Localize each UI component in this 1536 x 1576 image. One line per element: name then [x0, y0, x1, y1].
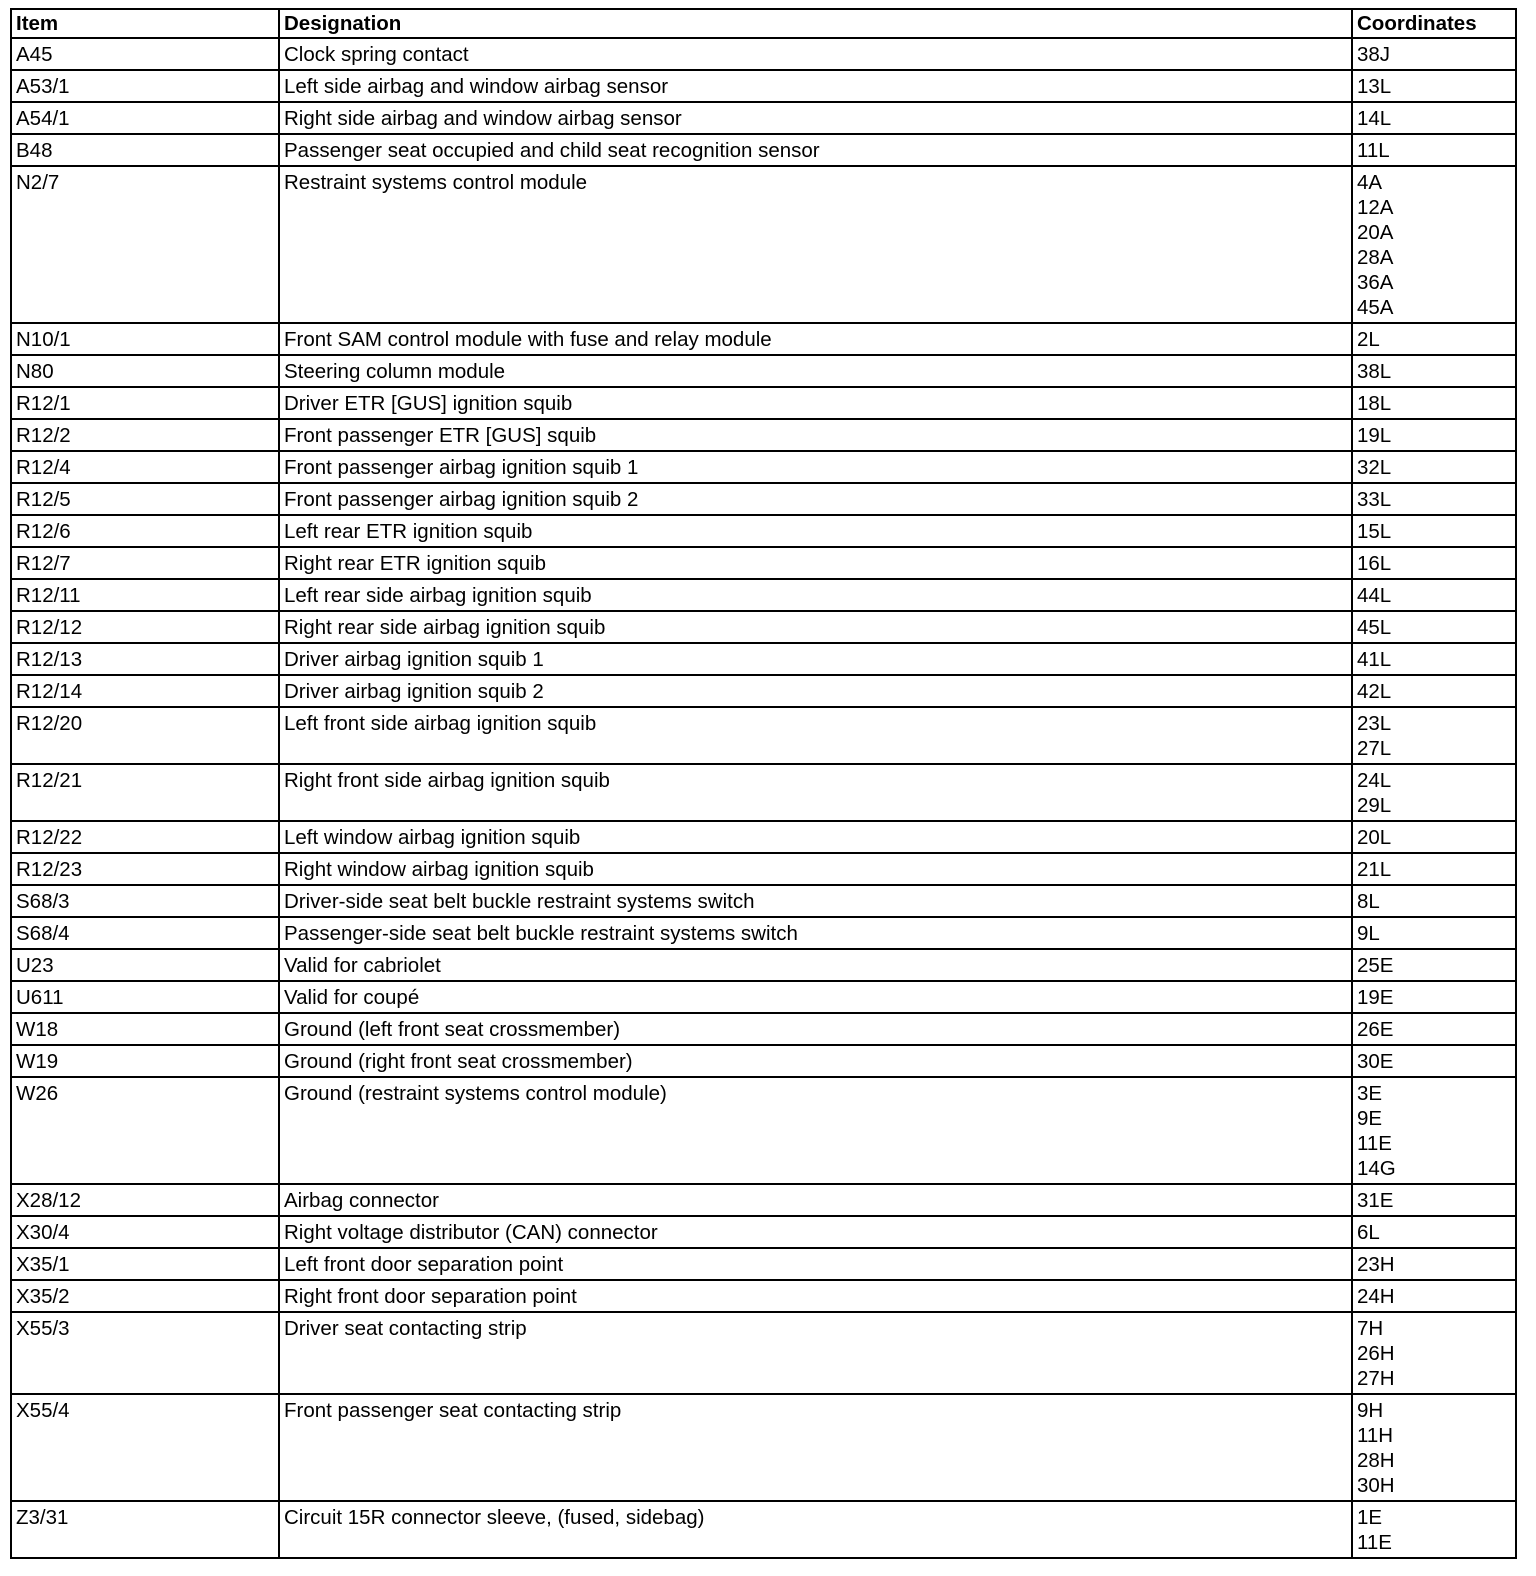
- coordinate-value: 20A: [1357, 221, 1394, 244]
- item-cell: R12/2: [11, 419, 279, 451]
- coordinates-cell: [1352, 1280, 1516, 1312]
- table-row: [11, 355, 1516, 387]
- coordinates-cell: [1352, 1184, 1516, 1216]
- coordinate-value: 27H: [1357, 1367, 1395, 1390]
- table-row: [11, 38, 1516, 70]
- table-row: [11, 515, 1516, 547]
- coordinate-value: 13L: [1357, 75, 1392, 98]
- designation-cell: Right side airbag and window airbag sensor: [279, 102, 1352, 134]
- table-row: [11, 821, 1516, 853]
- designation-cell: Clock spring contact: [279, 38, 1352, 70]
- item-cell: R12/23: [11, 853, 279, 885]
- coordinates-cell: [1352, 1501, 1516, 1558]
- coordinates-cell: [1352, 70, 1516, 102]
- coordinate-value: 45A: [1357, 296, 1394, 319]
- designation-cell: Front passenger ETR [GUS] squib: [279, 419, 1352, 451]
- coordinate-value: 36A: [1357, 271, 1394, 294]
- item-cell: X55/3: [11, 1312, 279, 1394]
- coordinates-cell: [1352, 1013, 1516, 1045]
- table-row: [11, 1216, 1516, 1248]
- table-row: [11, 483, 1516, 515]
- item-cell: A54/1: [11, 102, 279, 134]
- coordinate-value: 32L: [1357, 456, 1392, 479]
- coordinate-value: 44L: [1357, 584, 1392, 607]
- coordinate-value: 11E: [1357, 1531, 1392, 1554]
- designation-cell: Right front side airbag ignition squib: [279, 764, 1352, 821]
- coordinate-value: 28A: [1357, 246, 1394, 269]
- table-row: [11, 675, 1516, 707]
- item-cell: X55/4: [11, 1394, 279, 1501]
- item-cell: W19: [11, 1045, 279, 1077]
- coordinate-value: 14L: [1357, 107, 1392, 130]
- designation-cell: Ground (right front seat crossmember): [279, 1045, 1352, 1077]
- table-row: [11, 1077, 1516, 1184]
- table-row: [11, 885, 1516, 917]
- coordinate-value: 24L: [1357, 769, 1392, 792]
- table-row: [11, 323, 1516, 355]
- coordinate-value: 1E: [1357, 1506, 1383, 1529]
- coordinates-cell: [1352, 483, 1516, 515]
- coordinate-value: 23H: [1357, 1253, 1395, 1276]
- item-cell: X35/2: [11, 1280, 279, 1312]
- coordinates-cell: [1352, 675, 1516, 707]
- item-cell: S68/4: [11, 917, 279, 949]
- item-cell: N2/7: [11, 166, 279, 323]
- coordinate-value: 38J: [1357, 43, 1391, 66]
- legend-body: [11, 38, 1516, 1558]
- item-cell: R12/1: [11, 387, 279, 419]
- coordinate-value: 21L: [1357, 858, 1392, 881]
- item-cell: R12/6: [11, 515, 279, 547]
- coordinate-value: 14G: [1357, 1157, 1396, 1180]
- table-row: [11, 1184, 1516, 1216]
- item-cell: A53/1: [11, 70, 279, 102]
- coordinate-value: 19L: [1357, 424, 1392, 447]
- table-row: [11, 1312, 1516, 1394]
- table-row: [11, 981, 1516, 1013]
- coordinate-value: 31E: [1357, 1189, 1394, 1212]
- coordinates-cell: [1352, 821, 1516, 853]
- coordinates-cell: [1352, 917, 1516, 949]
- designation-cell: Restraint systems control module: [279, 166, 1352, 323]
- item-cell: R12/12: [11, 611, 279, 643]
- item-cell: W18: [11, 1013, 279, 1045]
- table-row: [11, 579, 1516, 611]
- coordinate-value: 38L: [1357, 360, 1392, 383]
- coordinates-cell: [1352, 579, 1516, 611]
- designation-cell: Left rear side airbag ignition squib: [279, 579, 1352, 611]
- coordinates-cell: [1352, 38, 1516, 70]
- coordinate-value: 7H: [1357, 1317, 1384, 1340]
- designation-cell: Ground (restraint systems control module): [279, 1077, 1352, 1184]
- coordinates-cell: [1352, 1248, 1516, 1280]
- coordinates-cell: [1352, 355, 1516, 387]
- designation-cell: Right window airbag ignition squib: [279, 853, 1352, 885]
- coordinate-value: 45L: [1357, 616, 1392, 639]
- table-row: [11, 1045, 1516, 1077]
- designation-cell: Left front door separation point: [279, 1248, 1352, 1280]
- coordinates-cell: [1352, 102, 1516, 134]
- item-cell: U611: [11, 981, 279, 1013]
- coordinate-value: 15L: [1357, 520, 1392, 543]
- designation-cell: Driver airbag ignition squib 1: [279, 643, 1352, 675]
- coordinate-value: 9E: [1357, 1107, 1383, 1130]
- table-row: [11, 917, 1516, 949]
- coordinates-cell: [1352, 1216, 1516, 1248]
- coordinate-value: 27L: [1357, 737, 1392, 760]
- designation-cell: Driver seat contacting strip: [279, 1312, 1352, 1394]
- coordinates-cell: [1352, 1312, 1516, 1394]
- table-row: [11, 949, 1516, 981]
- item-cell: R12/13: [11, 643, 279, 675]
- designation-cell: Right voltage distributor (CAN) connector: [279, 1216, 1352, 1248]
- coordinate-value: 29L: [1357, 794, 1392, 817]
- coordinate-value: 4A: [1357, 171, 1383, 194]
- coordinates-cell: [1352, 419, 1516, 451]
- table-row: [11, 387, 1516, 419]
- table-row: [11, 643, 1516, 675]
- coordinates-cell: [1352, 547, 1516, 579]
- header-designation: Designation: [279, 9, 1352, 38]
- coordinate-value: 23L: [1357, 712, 1392, 735]
- coordinate-value: 25E: [1357, 954, 1394, 977]
- coordinate-value: 18L: [1357, 392, 1392, 415]
- designation-cell: Passenger-side seat belt buckle restraint systems switch: [279, 917, 1352, 949]
- designation-cell: Front passenger seat contacting strip: [279, 1394, 1352, 1501]
- header-item: Item: [11, 9, 279, 38]
- table-row: [11, 166, 1516, 323]
- table-row: [11, 419, 1516, 451]
- designation-cell: Left front side airbag ignition squib: [279, 707, 1352, 764]
- table-row: [11, 547, 1516, 579]
- coordinate-value: 6L: [1357, 1221, 1380, 1244]
- item-cell: U23: [11, 949, 279, 981]
- table-row: [11, 102, 1516, 134]
- item-cell: R12/5: [11, 483, 279, 515]
- item-cell: Z3/31: [11, 1501, 279, 1558]
- coordinate-value: 16L: [1357, 552, 1392, 575]
- coordinate-value: 41L: [1357, 648, 1392, 671]
- coordinates-cell: [1352, 1077, 1516, 1184]
- table-row: [11, 1248, 1516, 1280]
- coordinates-cell: [1352, 323, 1516, 355]
- coordinates-cell: [1352, 1394, 1516, 1501]
- designation-cell: Right front door separation point: [279, 1280, 1352, 1312]
- coordinate-value: 12A: [1357, 196, 1394, 219]
- coordinate-value: 26H: [1357, 1342, 1395, 1365]
- coordinates-cell: [1352, 387, 1516, 419]
- coordinate-value: 2L: [1357, 328, 1380, 351]
- designation-cell: Valid for cabriolet: [279, 949, 1352, 981]
- coordinates-cell: [1352, 981, 1516, 1013]
- coordinate-value: 9H: [1357, 1399, 1384, 1422]
- item-cell: R12/4: [11, 451, 279, 483]
- designation-cell: Left rear ETR ignition squib: [279, 515, 1352, 547]
- coordinate-value: 11H: [1357, 1424, 1394, 1447]
- coordinates-cell: [1352, 611, 1516, 643]
- coordinate-value: 19E: [1357, 986, 1394, 1009]
- item-cell: R12/11: [11, 579, 279, 611]
- coordinates-cell: [1352, 764, 1516, 821]
- coordinates-cell: [1352, 885, 1516, 917]
- item-cell: R12/20: [11, 707, 279, 764]
- item-cell: X28/12: [11, 1184, 279, 1216]
- table-row: [11, 853, 1516, 885]
- table-row: [11, 764, 1516, 821]
- coordinates-cell: [1352, 1045, 1516, 1077]
- designation-cell: Left window airbag ignition squib: [279, 821, 1352, 853]
- designation-cell: Driver airbag ignition squib 2: [279, 675, 1352, 707]
- coordinate-value: 30H: [1357, 1474, 1395, 1497]
- coordinate-value: 9L: [1357, 922, 1380, 945]
- designation-cell: Front SAM control module with fuse and relay module: [279, 323, 1352, 355]
- coordinates-cell: [1352, 643, 1516, 675]
- designation-cell: Circuit 15R connector sleeve, (fused, sidebag): [279, 1501, 1352, 1558]
- header-coordinates: Coordinates: [1352, 9, 1516, 38]
- table-row: [11, 1013, 1516, 1045]
- designation-cell: Ground (left front seat crossmember): [279, 1013, 1352, 1045]
- coordinates-cell: [1352, 853, 1516, 885]
- designation-cell: Airbag connector: [279, 1184, 1352, 1216]
- coordinates-cell: [1352, 515, 1516, 547]
- designation-cell: Left side airbag and window airbag sensor: [279, 70, 1352, 102]
- item-cell: R12/7: [11, 547, 279, 579]
- table-row: [11, 1501, 1516, 1558]
- designation-cell: Driver ETR [GUS] ignition squib: [279, 387, 1352, 419]
- designation-cell: Front passenger airbag ignition squib 2: [279, 483, 1352, 515]
- table-row: [11, 1280, 1516, 1312]
- table-row: [11, 1394, 1516, 1501]
- item-cell: R12/14: [11, 675, 279, 707]
- coordinates-cell: [1352, 134, 1516, 166]
- item-cell: B48: [11, 134, 279, 166]
- coordinate-value: 30E: [1357, 1050, 1394, 1073]
- component-legend-table: [10, 8, 1517, 1559]
- coordinate-value: 28H: [1357, 1449, 1395, 1472]
- coordinate-value: 3E: [1357, 1082, 1383, 1105]
- item-cell: R12/22: [11, 821, 279, 853]
- coordinate-value: 33L: [1357, 488, 1392, 511]
- item-cell: N80: [11, 355, 279, 387]
- table-row: [11, 134, 1516, 166]
- item-cell: S68/3: [11, 885, 279, 917]
- designation-cell: Passenger seat occupied and child seat recognition sensor: [279, 134, 1352, 166]
- coordinate-value: 11L: [1357, 139, 1390, 162]
- table-row: [11, 611, 1516, 643]
- coordinates-cell: [1352, 451, 1516, 483]
- table-row: [11, 451, 1516, 483]
- item-cell: X35/1: [11, 1248, 279, 1280]
- item-cell: N10/1: [11, 323, 279, 355]
- designation-cell: Driver-side seat belt buckle restraint systems switch: [279, 885, 1352, 917]
- coordinates-cell: [1352, 707, 1516, 764]
- coordinate-value: 42L: [1357, 680, 1392, 703]
- coordinate-value: 11E: [1357, 1132, 1392, 1155]
- designation-cell: Right rear side airbag ignition squib: [279, 611, 1352, 643]
- designation-cell: Steering column module: [279, 355, 1352, 387]
- coordinate-value: 8L: [1357, 890, 1380, 913]
- coordinate-value: 26E: [1357, 1018, 1394, 1041]
- coordinate-value: 20L: [1357, 826, 1392, 849]
- item-cell: R12/21: [11, 764, 279, 821]
- coordinates-cell: [1352, 166, 1516, 323]
- table-row: [11, 707, 1516, 764]
- item-cell: A45: [11, 38, 279, 70]
- coordinates-cell: [1352, 949, 1516, 981]
- designation-cell: Front passenger airbag ignition squib 1: [279, 451, 1352, 483]
- table-row: [11, 70, 1516, 102]
- coordinate-value: 24H: [1357, 1285, 1395, 1308]
- header-row: [11, 9, 1516, 38]
- designation-cell: Right rear ETR ignition squib: [279, 547, 1352, 579]
- item-cell: X30/4: [11, 1216, 279, 1248]
- item-cell: W26: [11, 1077, 279, 1184]
- designation-cell: Valid for coupé: [279, 981, 1352, 1013]
